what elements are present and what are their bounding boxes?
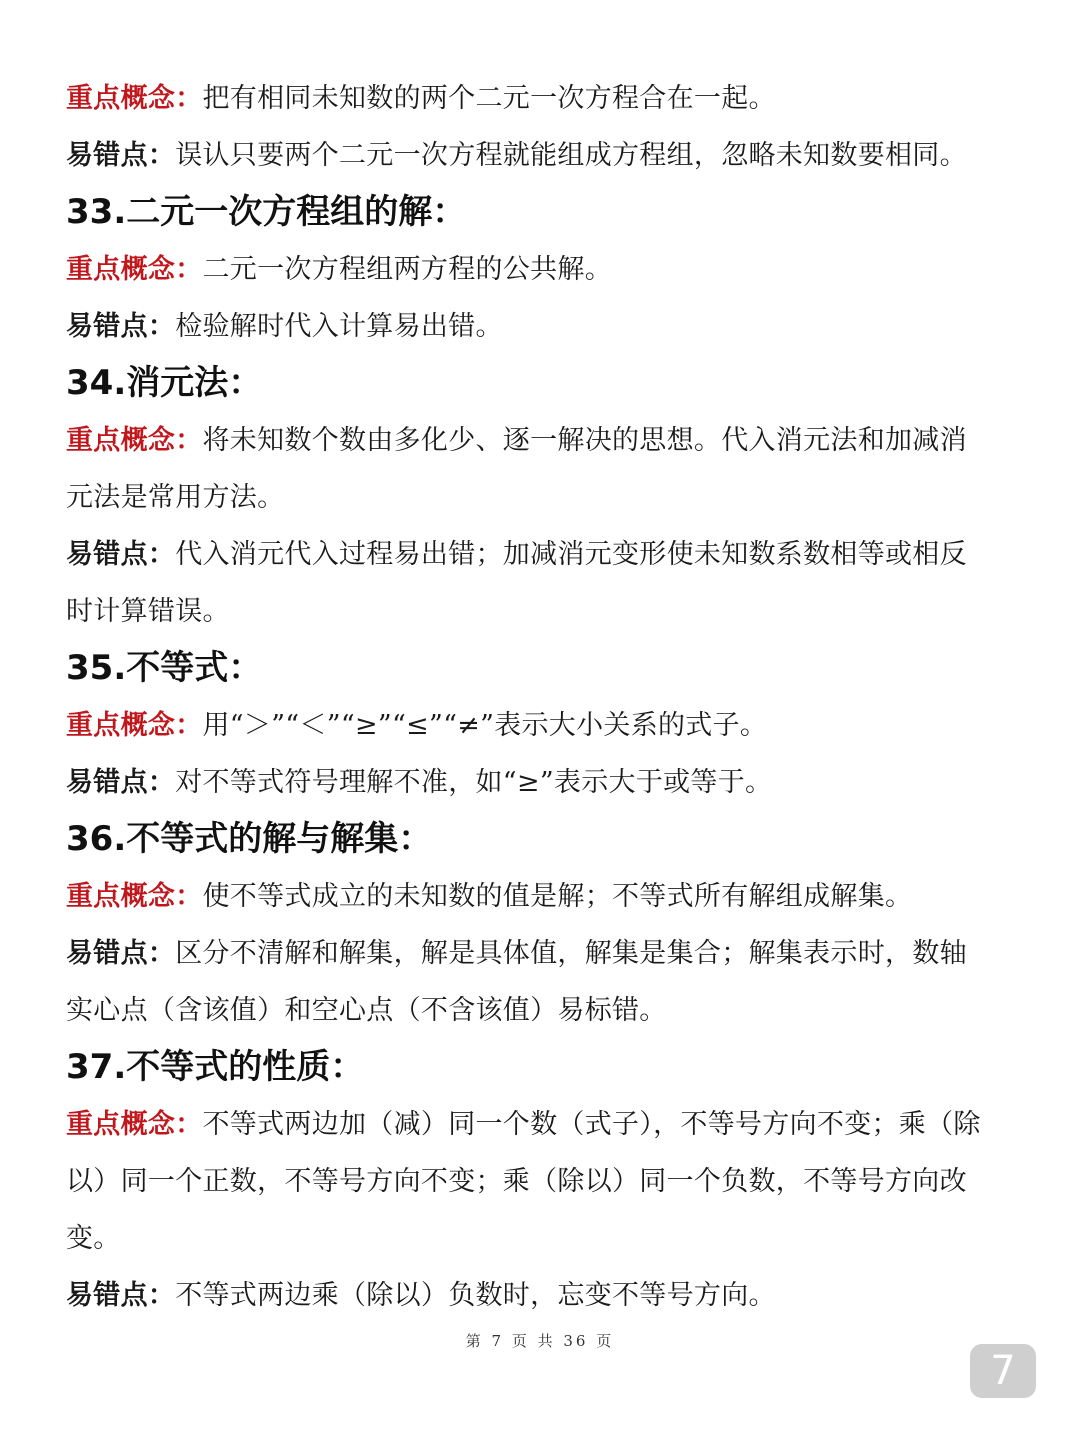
section-heading-34: 34.消元法： — [66, 363, 263, 403]
section-35-key-concept — [66, 697, 1016, 754]
section-33-key-concept — [66, 241, 1016, 298]
section-heading-33: 33.二元一次方程组的解： — [66, 192, 467, 232]
key-concept-label: 重点概念： — [66, 83, 203, 114]
key-concept-text: 使不等式成立的未知数的值是解；不等式所有解组成解集。 — [202, 881, 913, 912]
key-concept-label: 重点概念： — [66, 710, 203, 741]
error-point-text-continued: 时计算错误。 — [66, 596, 230, 627]
page-footer: 第 7 页 共 36 页 — [465, 1332, 615, 1350]
section-35-error-point — [66, 754, 1016, 811]
key-concept-label: 重点概念： — [66, 425, 203, 456]
intro-key-concept — [66, 70, 1016, 127]
error-point-label: 易错点： — [66, 1280, 176, 1311]
error-point-text: 区分不清解和解集，解是具体值，解集是集合；解集表示时，数轴 — [175, 938, 967, 969]
key-concept-text: 不等式两边加（减）同一个数（式子），不等号方向不变；乘（除 — [202, 1109, 981, 1140]
error-point-text: 不等式两边乘（除以）负数时，忘变不等号方向。 — [175, 1280, 776, 1311]
key-concept-label: 重点概念： — [66, 881, 203, 912]
error-point-label: 易错点： — [66, 311, 176, 342]
document-body — [66, 70, 1016, 1324]
key-concept-text: 把有相同未知数的两个二元一次方程合在一起。 — [202, 83, 776, 114]
section-34-key-concept — [66, 412, 1016, 526]
key-concept-text-continued-2: 变。 — [66, 1223, 121, 1254]
error-point-label: 易错点： — [66, 140, 176, 171]
error-point-text-continued: 实心点（含该值）和空心点（不含该值）易标错。 — [66, 995, 667, 1026]
key-concept-text: 用“＞”“＜”“≥”“≤”“≠”表示大小关系的式子。 — [202, 710, 768, 741]
error-point-text: 对不等式符号理解不准，如“≥”表示大于或等于。 — [175, 767, 773, 798]
section-36-error-point — [66, 925, 1016, 1039]
section-36-key-concept — [66, 868, 1016, 925]
section-heading-35: 35.不等式： — [66, 648, 263, 688]
section-heading-36: 36.不等式的解与解集： — [66, 819, 433, 859]
page-number-badge: 7 — [970, 1344, 1036, 1398]
error-point-label: 易错点： — [66, 539, 176, 570]
section-heading-37: 37.不等式的性质： — [66, 1047, 365, 1087]
section-37-error-point — [66, 1267, 1016, 1324]
key-concept-text-continued: 以）同一个正数，不等号方向不变；乘（除以）同一个负数，不等号方向改 — [66, 1166, 967, 1197]
key-concept-text-continued: 元法是常用方法。 — [66, 482, 285, 513]
key-concept-label: 重点概念： — [66, 254, 203, 285]
error-point-text: 代入消元代入过程易出错；加减消元变形使未知数系数相等或相反 — [175, 539, 967, 570]
error-point-label: 易错点： — [66, 938, 176, 969]
error-point-text: 误认只要两个二元一次方程就能组成方程组，忽略未知数要相同。 — [175, 140, 967, 171]
error-point-text: 检验解时代入计算易出错。 — [175, 311, 503, 342]
section-34-error-point — [66, 526, 1016, 640]
intro-error-point — [66, 127, 1016, 184]
key-concept-label: 重点概念： — [66, 1109, 203, 1140]
key-concept-text: 将未知数个数由多化少、逐一解决的思想。代入消元法和加减消 — [202, 425, 967, 456]
section-37-key-concept — [66, 1096, 1016, 1267]
section-33-error-point — [66, 298, 1016, 355]
error-point-label: 易错点： — [66, 767, 176, 798]
key-concept-text: 二元一次方程组两方程的公共解。 — [202, 254, 612, 285]
